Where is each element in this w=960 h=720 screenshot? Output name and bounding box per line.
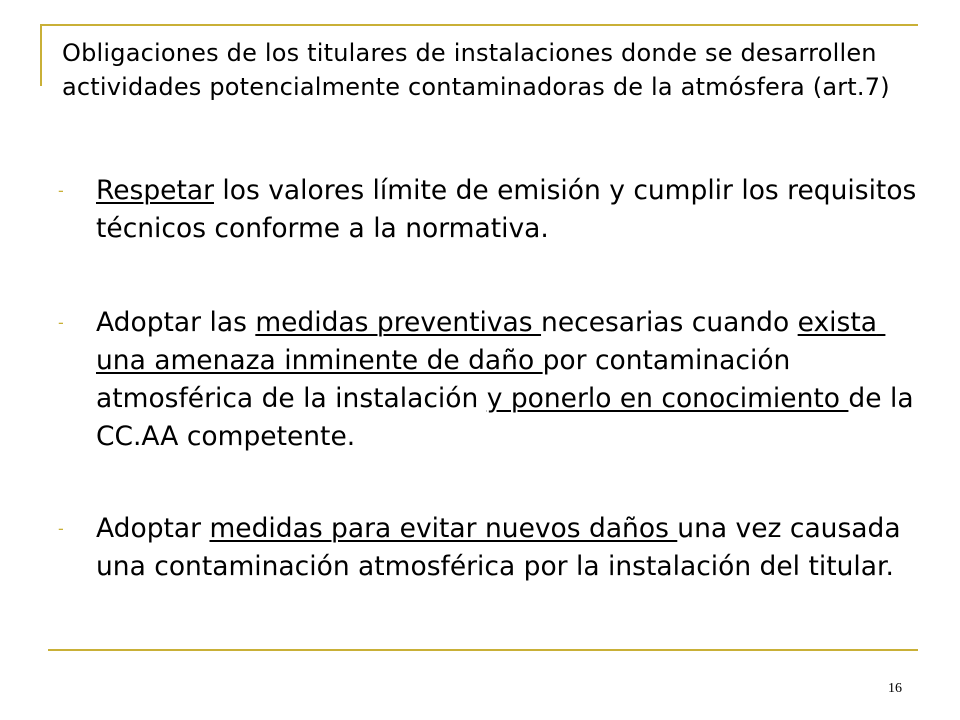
bullet-dash: - bbox=[58, 181, 64, 200]
bullet-text: necesarias cuando bbox=[541, 307, 798, 338]
left-rule bbox=[40, 24, 42, 86]
slide-title: Obligaciones de los titulares de instalaciones donde se desarrollen actividades potencialmente contaminadoras de la atmósfera (art.7) bbox=[62, 39, 890, 101]
bullet-underlined-text: y ponerlo en conocimiento bbox=[486, 383, 849, 414]
bullet-underlined-text: exista una amenaza inminente de daño bbox=[96, 307, 886, 376]
bullet-item bbox=[58, 172, 918, 248]
bullet-text: los valores límite de emisión y cumplir los requisitos técnicos conforme a la normativa. bbox=[96, 175, 917, 244]
bullet-dash: - bbox=[58, 519, 64, 538]
bullet-text: Adoptar las bbox=[96, 307, 256, 338]
page-number: 16 bbox=[888, 681, 902, 696]
bottom-rule bbox=[48, 649, 918, 651]
bullet-underlined-text: medidas para evitar nuevos daños bbox=[209, 513, 678, 544]
bullet-text: Adoptar bbox=[96, 513, 210, 544]
bullet-text: por contaminación atmosférica de la instalación bbox=[96, 345, 791, 414]
bullet-underlined-text: Respetar bbox=[96, 175, 214, 206]
bullet-list bbox=[58, 172, 918, 586]
bullet-text: de la CC.AA competente. bbox=[96, 383, 914, 452]
bullet-dash: - bbox=[58, 313, 64, 332]
bullet-item bbox=[58, 304, 918, 456]
bullet-underlined-text: medidas preventivas bbox=[255, 307, 542, 338]
bullet-text: una vez causada una contaminación atmosférica por la instalación del titular. bbox=[96, 513, 901, 582]
top-rule bbox=[40, 24, 918, 26]
bullet-item bbox=[58, 510, 918, 586]
